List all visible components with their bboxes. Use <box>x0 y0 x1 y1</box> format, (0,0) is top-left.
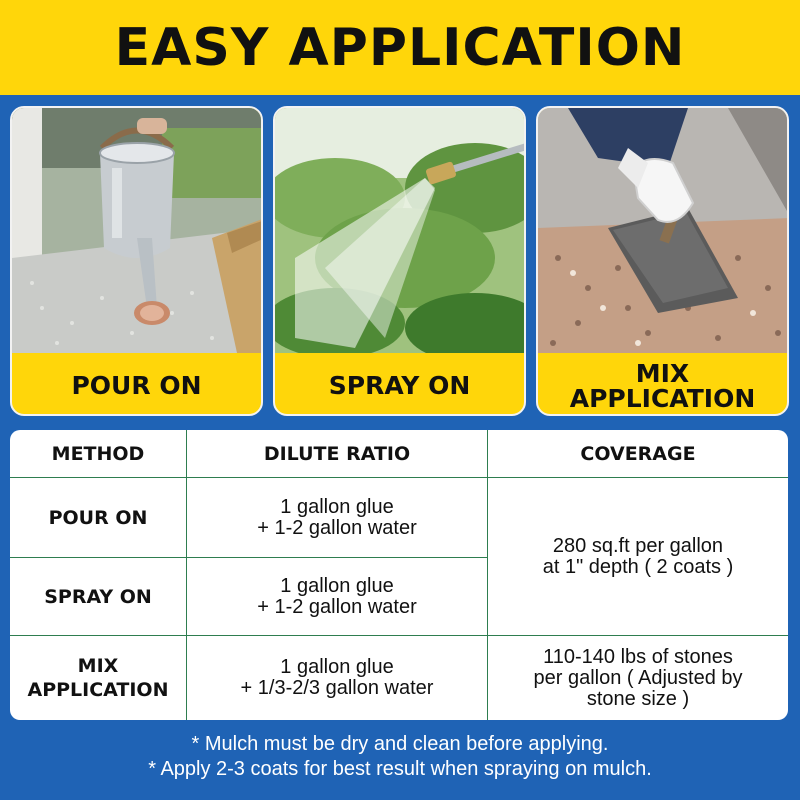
card-label-line: MIX <box>635 358 690 388</box>
dilution-table <box>10 430 788 720</box>
method-line: POUR ON <box>48 506 148 529</box>
coverage-line: stone size ) <box>586 687 690 710</box>
method-line: SPRAY ON <box>44 585 152 608</box>
ratio-line: 1 gallon glue <box>280 574 394 597</box>
card-label <box>12 353 261 416</box>
table-row-ratio <box>187 558 487 635</box>
ratio-line: 1 gallon glue <box>280 656 394 678</box>
coverage-mix-cell <box>488 636 788 720</box>
method-line: MIX <box>77 655 119 677</box>
card-spray-on <box>273 106 526 416</box>
footnotes <box>0 732 800 782</box>
card-label-line: POUR ON <box>71 371 202 400</box>
card-mix-application <box>536 106 789 416</box>
watering-can-photo <box>12 108 261 353</box>
card-label-line: SPRAY ON <box>328 371 471 400</box>
header-coverage: COVERAGE <box>580 442 696 465</box>
header-method: METHOD <box>51 442 145 465</box>
coverage-shared-cell <box>488 478 788 635</box>
header-dilute-ratio: DILUTE RATIO <box>263 442 411 465</box>
table-row-method <box>10 558 186 635</box>
ratio-line: + 1-2 gallon water <box>257 595 417 618</box>
table-row-ratio <box>187 636 487 720</box>
hose-spray-photo <box>275 108 524 353</box>
trowel-stones-photo <box>538 108 787 353</box>
coverage-line: 280 sq.ft per gallon <box>552 534 724 557</box>
card-label <box>275 353 524 416</box>
card-label-line: APPLICATION <box>569 383 756 413</box>
method-line: APPLICATION <box>27 679 169 701</box>
table-row-method <box>10 636 186 720</box>
coverage-line: at 1" depth ( 2 coats ) <box>542 555 734 578</box>
card-pour-on <box>10 106 263 416</box>
coverage-line: 110-140 lbs of stones <box>543 645 733 668</box>
card-label <box>538 353 787 416</box>
table-row-ratio <box>187 478 487 557</box>
footnote: * Mulch must be dry and clean before applying. <box>191 733 609 755</box>
table-row-method <box>10 478 186 557</box>
title-banner <box>0 0 800 95</box>
ratio-line: 1 gallon glue <box>280 495 394 518</box>
footnote: * Apply 2-3 coats for best result when spraying on mulch. <box>148 758 652 780</box>
ratio-line: + 1-2 gallon water <box>257 516 417 539</box>
page-title: EASY APPLICATION <box>114 17 686 78</box>
coverage-line: per gallon ( Adjusted by <box>533 666 743 689</box>
method-cards <box>10 106 790 416</box>
ratio-line: + 1/3-2/3 gallon water <box>240 677 434 699</box>
